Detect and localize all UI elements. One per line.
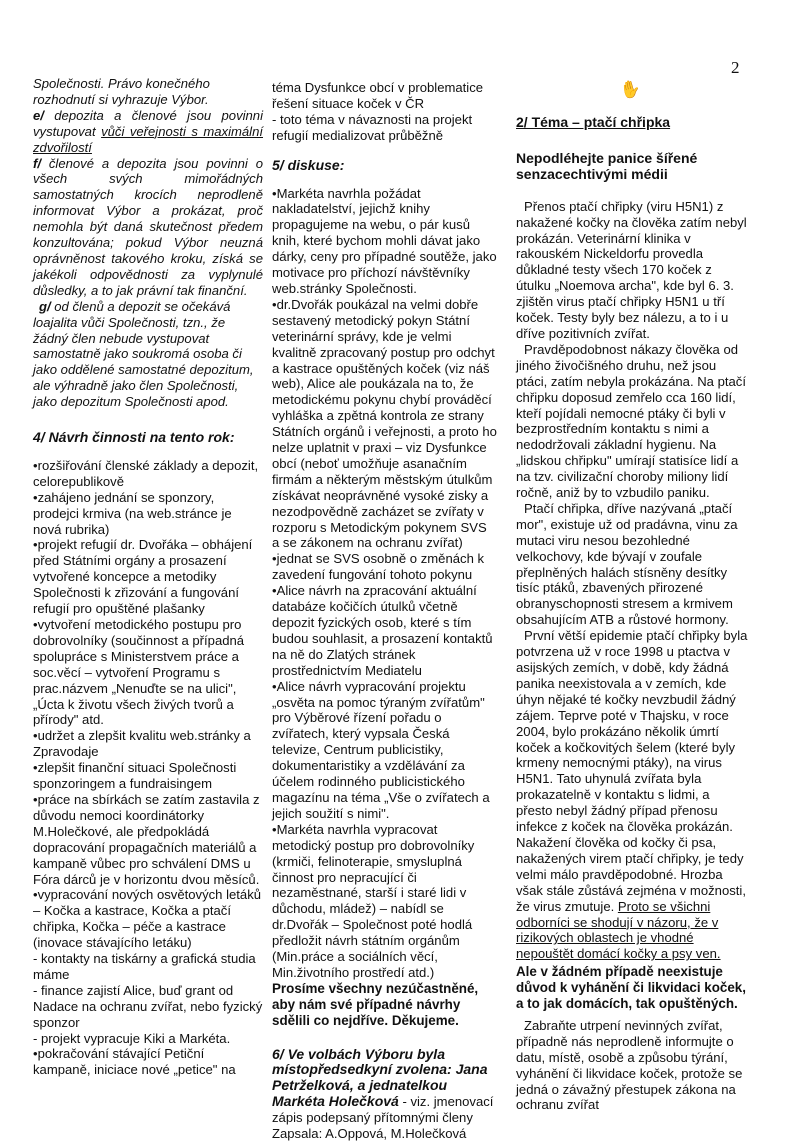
paragraph: Přenos ptačí chřipky (viru H5N1) z nakažené kočky na člověka zatím nebyl prokázán. Veterinární klinika v rakouském Nickeldorfu provedla důkladné testy všech 170 koček z útulku „Noemova archa", kde byl 6. 3. zjištěn virus ptačí chřipky H5N1 u tří koček. Testy byly bez nálezu, a to i u dříve pozitivních zvířat.	[516, 198, 747, 341]
section-6	[272, 1047, 497, 1127]
paragraph: Zabraňte utrpení nevinných zvířat, případně nás neprodleně informujte o datu, místě, osobě a způsobu týrání, vyhánění či likvidace koček, protože se jedná o závažný přestupek zákona na ochranu zvířat	[516, 1017, 743, 1113]
list-item: - projekt vypracuje Kiki a Markéta.	[33, 1030, 231, 1046]
list-item: •zlepšit finanční situaci Společnosti sponzoringem a fundraisingem	[33, 760, 237, 792]
section-6-rest: - viz. jmenovací zápis podepsaný přítomnými členy	[272, 1094, 494, 1126]
list-item: •jednat se SVS osobně o změnách k zavedení fungování tohoto pokynu	[272, 551, 485, 583]
topic-subheading: Nepodléhejte panice šířené senzacechtivými médii	[516, 149, 698, 182]
cat-logo-icon: ✋	[618, 78, 644, 102]
page-number: 2	[731, 58, 740, 77]
section-4-title: 4/ Návrh činnosti na tento rok:	[33, 429, 235, 446]
intro-line-1: Společnosti. Právo konečného	[33, 76, 210, 91]
signature: Zapsala: A.Oppová, M.Holečková	[272, 1126, 467, 1142]
column-right	[516, 115, 748, 1113]
list-item: •pokračování stávající Petiční kampaně, iniciace nové „petice" na	[33, 1046, 236, 1078]
list-item: •projekt refugií dr. Dvořáka – obhájení před Státními orgány a prosazení vytvořené koncepce a metodiky Společnosti k zřizování a fungování refugií pro opuštěné plašanky	[33, 537, 253, 617]
continued-line: - toto téma v návaznosti na projekt refugií medializovat průběžně	[272, 111, 473, 143]
list-item: •udržet a zlepšit kvalitu web.stránky a Zpravodaje	[33, 728, 251, 760]
clause-g-text: od členů a depozit se očekává loajalita vůči Společnosti, tzn., že žádný člen nebude vystupovat samostatně jako soukromá osoba či jako oddělené samostatné depozitum, ale výhradně jako člen Společnosti, jako depozitum Společnosti apod.	[33, 298, 254, 410]
list-item: •vypracování nových osvětových letáků – Kočka a kastrace, Kočka a ptačí chřipka, Kočka – péče a kastrace (inovace stávajícího letáku)	[33, 887, 262, 951]
list-item: •práce na sbírkách se zatím zastavila z důvodu nemoci koordinátorky M.Holečkové, ale předpokládá dopracování propagačních materiálů a kampaně vůbec pro schválení DMS u Fóra dárců je v horizontu dvou měsíců.	[33, 791, 260, 887]
column-middle	[272, 80, 497, 1142]
list-item: •vytvoření metodického postupu pro dobrovolníky (součinnost a případná spolupráce s Ministerstvem práce a soc.věcí – vytvoření Programu s prac.názvem „Nenuďte se na ulici", „Úcta k životu všech živých tvorů a přírody" atd.	[33, 617, 245, 728]
paragraph: Ptačí chřipka, dříve nazývaná „ptačí mor", existuje už od pradávna, vinu za mutaci viru nesou bezohledné velkochovy, kde bývají v zoufale přeplněných halách stísněny desítky tisíc ptáků, zbavených přirozené obranyschopnosti stresem a krmivem obsahujícím ATB a růstové hormony.	[516, 500, 738, 628]
section-5-title: 5/ diskuse:	[272, 156, 345, 173]
paragraph: Pravděpodobnost nákazy člověka od jiného živočišného druhu, než jsou ptáci, zatím nebyla prokázána. Na ptačí chřipku doposud zemřelo cca 160 lidí, kteří pojídali nemocné ptáky či byli v bezprostředním kontaktu s nimi a nedodržovali základní hygienu. Na „lidskou chřipku" umírají statisíce lidí a na tzv. civilizační choroby miliony lidí ročně, aniž by to vzbudilo paniku.	[516, 341, 746, 501]
continued-line: téma Dysfunkce obcí v problematice řešení situace koček v ČR	[272, 80, 484, 111]
list-item: •Alice návrh vypracování projektu „osvěta na pomoc týraným zvířatům" pro Výběrové řízení pořadu o zvířatech, který vypsala Česká televize, Centrum publicistiky, dokumentaristiky a vzdělávání za účelem rodinného publicistického magazínu na téma „Vše o zvířatech a jejich soužití s nimi".	[272, 678, 490, 821]
paragraph-text: První větší epidemie ptačí chřipky byla potvrzena už v roce 1998 u ptactva v asijských zemích, v době, kdy žádná panika neexistovala a v zemích, kde úhyn nějaké té kočky nevzbudil žádný zájem. Teprve poté v Thajsku, v roce 2004, bylo prokázáno několik úmrtí koček a kočkovitých šelem (které byly krmeny nemocnými ptáky), na virus H5N1. Tato uhynulá zvířata byla prokazatelně v kontaktu s lidmi, a přesto nebyl žádný případ přenosu infekce z koček na člověka prokázán. Nakažení člověka od kočky či psa, nakažených virem ptačí chřipky, je tedy velmi málo pravděpodobné. Hrozba však stále zůstává zejména v možnosti, že virus zmutuje.	[516, 628, 748, 914]
list-item: •dr.Dvořák poukázal na velmi dobře sestavený metodický pokyn Státní veterinární správy, kde je velmi kvalitně zpracovaný postup pro odchyt a kastrace opuštěných koček (viz náš web), Alice ale poukázala na to, že metodickému pokynu chybí prováděcí vyhláška a zpětná kontrola ze strany Státních orgánů i veřejnosti, a proto ho nelze uplatnit v praxi – viz Dysfunkce obcí (neboť umožňuje asanačním firmám a některým městským útulkům získávat neoprávněné vysoké zisky a nezodpovědně zacházet se zvířaty v rozporu s Metodickým pokynem SVS a se zákonem na ochranu zvířat)	[272, 296, 497, 551]
clause-f-text: členové a depozita jsou povinni o všech svých mimořádných samostatných krocích neprodleně informovat Výbor a prokázat, proč nemohla být daná skutečnost předem konzultována; pokud Výbor neuzná oprávněnost takového kroku, získá se jakékoli odpovědnosti za vyplynulé důsledky, a to jak právní tak finanční.	[33, 155, 263, 298]
call-to-action: Prosíme všechny nezúčastněné, aby nám své případné návrhy sdělili co nejdříve. Děkujeme.	[272, 980, 479, 1028]
clause-g	[33, 299, 263, 410]
clause-e	[33, 108, 263, 156]
clause-f-label: f/	[33, 155, 41, 171]
clause-e-text: depozita a členové jsou povinni vystupovat	[33, 107, 263, 139]
paragraph	[516, 628, 748, 962]
column-left	[33, 76, 263, 1078]
intro-line-2: rozhodnutí si vyhrazuje Výbor.	[33, 91, 209, 107]
list-item: •Alice návrh na zpracování aktuální databáze kočičích útulků včetně depozit fyzických osob, které s tím budou souhlasit, a prosazení kontaktů na ně do Zlatých stránek prostřednictvím Mediatelu	[272, 583, 493, 678]
list-item: •rozšiřování členské základy a depozit, celorepublikově	[33, 457, 259, 489]
clause-g-label: g/	[39, 298, 51, 314]
clause-f	[33, 156, 263, 299]
list-item: •Markéta navrhla požádat nakladatelství, jejichž knihy propagujeme na webu, o pár kusů knih, které bychom mohli dávat jako dárky, ceny pro případné soutěže, jako motivace pro příchozí návštěvníky web.stránky Společnosti.	[272, 185, 497, 296]
list-item: - finance zajistí Alice, buď grant od Nadace na ochranu zvířat, nebo fyzický sponzor	[33, 982, 263, 1030]
list-item: - kontakty na tiskárny a grafická studia máme	[33, 951, 256, 982]
clause-e-underlined: vůči veřejnosti s maximální zdvořilostí	[33, 123, 263, 155]
paragraph-underlined: Proto se všichni odborníci se shodují v názoru, že v rizikových oblastech je vhodné nepouštět domácí kočky a psy ven.	[516, 898, 721, 962]
list-item: •zahájeno jednání se sponzory, prodejci krmiva (na web.stránce je nová rubrika)	[33, 489, 232, 537]
list-item: •Markéta navrhla vypracovat metodický postup pro dobrovolníky (krmiči, felinoterapie, smysluplná činnost pro nepracující či nezaměstnané, starší i staré lidi v důchodu, mládež) – nabídl se dr.Dvořák – Společnost poté hodlá předložit návrh státním orgánům (Min.práce a sociálních věcí, Min.životního prostředí atd.)	[272, 821, 475, 980]
section-6-title: 6/ Ve volbách Výboru byla místopředsedkyní zvolena: Jana Petrželková, a jednatelkou Markéta Holečková	[272, 1045, 488, 1110]
topic-heading: 2/ Téma – ptačí chřipka	[516, 114, 671, 130]
clause-e-label: e/	[33, 107, 44, 123]
emphasis-note: Ale v žádném případě neexistuje důvod k vyhánění či likvidaci koček, a to jak domácích, tak opuštěných.	[516, 964, 746, 1012]
